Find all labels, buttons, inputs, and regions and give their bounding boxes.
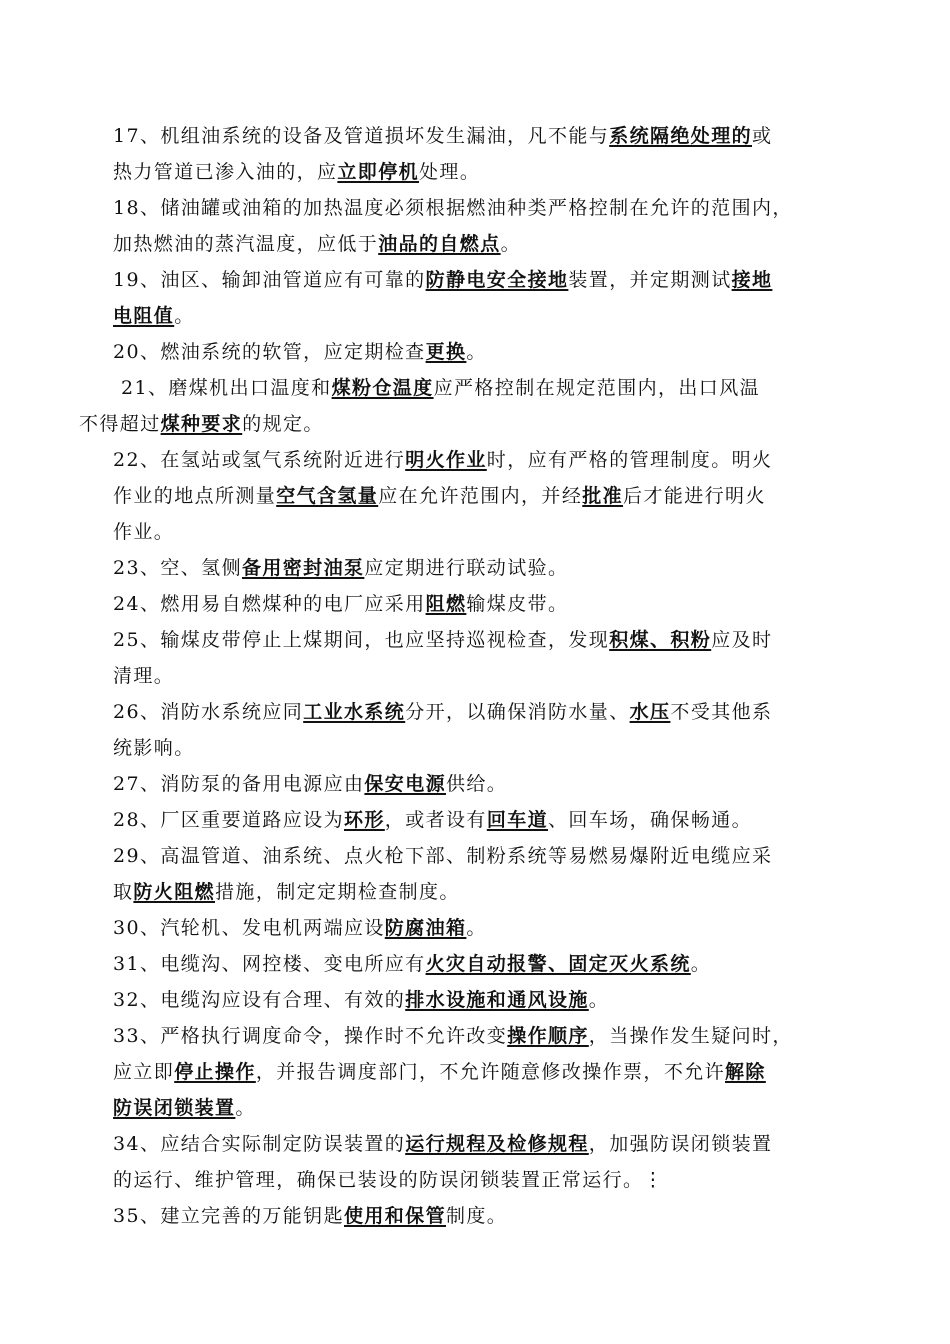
text-segment: 不得超过 xyxy=(79,413,161,435)
text-segment: 的运行、维护管理，确保已装设的防误闭锁装置正常运行。⋮ xyxy=(113,1169,664,1191)
keyword-underlined: 环形 xyxy=(343,809,385,831)
text-segment: 应定期进行联动试验。 xyxy=(364,557,569,579)
list-item xyxy=(113,190,843,262)
text-segment: 输煤皮带。 xyxy=(466,593,569,615)
keyword-underlined: 使用和保管 xyxy=(343,1205,446,1227)
text-segment: 。 xyxy=(466,917,487,939)
keyword-underlined: 积煤、积粉 xyxy=(609,629,712,651)
text-segment: 32、电缆沟应设有合理、有效的 xyxy=(113,989,406,1011)
text-segment: 。 xyxy=(235,1097,256,1119)
text-line xyxy=(113,1198,843,1234)
text-segment: 35、建立完善的万能钥匙 xyxy=(113,1205,344,1227)
text-segment: 制度。 xyxy=(446,1205,508,1227)
text-line xyxy=(113,334,843,370)
list-item xyxy=(113,118,843,190)
keyword-underlined: 回车道 xyxy=(486,809,549,831)
list-item xyxy=(113,694,843,766)
text-line xyxy=(113,874,843,910)
text-line xyxy=(113,442,843,478)
text-line xyxy=(121,370,843,406)
list-item xyxy=(113,262,843,334)
text-segment: ，加强防误闭锁装置 xyxy=(588,1133,773,1155)
text-segment: 时，应有严格的管理制度。明火 xyxy=(486,449,773,471)
text-segment: 20、燃油系统的软管，应定期检查 xyxy=(113,341,426,363)
text-segment: 应及时 xyxy=(711,629,773,651)
keyword-underlined: 空气含氢量 xyxy=(276,485,379,507)
text-line xyxy=(113,118,843,154)
text-segment: 作业的地点所测量 xyxy=(113,485,277,507)
keyword-underlined: 防静电安全接地 xyxy=(425,269,569,291)
keyword-underlined: 批准 xyxy=(582,485,624,507)
text-segment: 处理。 xyxy=(419,161,481,183)
text-segment: 24、燃用易自燃煤种的电厂应采用 xyxy=(113,593,426,615)
text-line xyxy=(113,622,843,658)
text-segment: 34、应结合实际制定防误装置的 xyxy=(113,1133,406,1155)
text-segment: 取 xyxy=(113,881,134,903)
keyword-underlined: 工业水系统 xyxy=(303,701,406,723)
keyword-underlined: 接地 xyxy=(731,269,773,291)
keyword-underlined: 电阻值 xyxy=(113,305,175,327)
text-segment: 装置，并定期测试 xyxy=(568,269,732,291)
text-segment: 。 xyxy=(500,233,522,255)
text-line xyxy=(113,982,843,1018)
keyword-underlined: 油品的自燃点 xyxy=(378,233,501,255)
text-segment: 31、电缆沟、网控楼、变电所应有 xyxy=(113,953,426,975)
text-line xyxy=(113,154,843,190)
text-line xyxy=(113,514,843,550)
text-segment: 29、高温管道、油系统、点火枪下部、制粉系统等易燃易爆附近电缆应采 xyxy=(113,845,773,867)
list-item xyxy=(113,910,843,946)
list-item xyxy=(113,622,843,694)
list-item xyxy=(113,946,843,982)
text-segment: 33、严格执行调度命令，操作时不允许改变 xyxy=(113,1025,508,1047)
text-line xyxy=(113,226,843,262)
text-segment: ，或者设有 xyxy=(384,809,487,831)
list-item xyxy=(113,586,843,622)
text-line xyxy=(113,802,843,838)
text-segment: 22、在氢站或氢气系统附近进行 xyxy=(113,449,406,471)
text-line xyxy=(113,262,843,298)
text-segment: 作业。 xyxy=(113,521,175,543)
text-segment: 加热燃油的蒸汽温度，应低于 xyxy=(113,233,379,255)
text-segment: 应立即 xyxy=(113,1061,175,1083)
list-item xyxy=(113,1198,843,1234)
text-segment: 19、油区、输卸油管道应有可靠的 xyxy=(113,269,426,291)
text-segment: 。 xyxy=(690,953,712,975)
list-item xyxy=(113,1018,843,1126)
text-segment: 或 xyxy=(752,125,773,147)
text-segment: 23、空、氢侧 xyxy=(113,557,242,579)
text-line xyxy=(113,1054,843,1090)
text-segment: 21、磨煤机出口温度和 xyxy=(121,377,332,399)
list-item xyxy=(113,838,843,910)
keyword-underlined: 保安电源 xyxy=(364,773,446,795)
text-line xyxy=(113,838,843,874)
keyword-underlined: 更换 xyxy=(425,341,467,363)
keyword-underlined: 阻燃 xyxy=(425,593,467,615)
text-line xyxy=(79,406,843,442)
text-segment: 分开，以确保消防水量、 xyxy=(405,701,630,723)
text-line xyxy=(113,766,843,802)
text-segment: 统影响。 xyxy=(113,737,195,759)
text-segment: 17、机组油系统的设备及管道损坏发生漏油，凡不能与 xyxy=(113,125,610,147)
list-item xyxy=(113,802,843,838)
text-line xyxy=(113,730,843,766)
text-segment: 26、消防水系统应同 xyxy=(113,701,304,723)
keyword-underlined: 系统隔绝处理的 xyxy=(609,125,752,147)
text-line xyxy=(113,190,843,226)
keyword-underlined: 防火阻燃 xyxy=(133,881,216,903)
text-segment: 应在允许范围内，并经 xyxy=(378,485,583,507)
text-segment: 。 xyxy=(588,989,610,1011)
list-item xyxy=(113,442,843,550)
keyword-underlined: 备用密封油泵 xyxy=(241,557,365,579)
keyword-underlined: 火灾自动报警、固定灭火系统 xyxy=(425,953,691,975)
keyword-underlined: 防误闭锁装置 xyxy=(113,1097,236,1119)
text-segment: 供给。 xyxy=(446,773,508,795)
keyword-underlined: 明火作业 xyxy=(405,449,487,471)
text-line xyxy=(113,1018,843,1054)
list-item xyxy=(79,370,843,442)
keyword-underlined: 立即停机 xyxy=(337,161,420,183)
text-line xyxy=(113,298,843,334)
keyword-underlined: 防腐油箱 xyxy=(384,917,467,939)
text-line xyxy=(113,658,843,694)
document-body xyxy=(79,118,843,1234)
keyword-underlined: 运行规程及检修规程 xyxy=(405,1133,589,1155)
text-segment: 、回车场，确保畅通。 xyxy=(548,809,753,831)
text-segment: 措施，制定定期检查制度。 xyxy=(215,881,460,903)
text-segment: 热力管道已渗入油的，应 xyxy=(113,161,338,183)
text-segment: 28、厂区重要道路应设为 xyxy=(113,809,344,831)
keyword-underlined: 停止操作 xyxy=(174,1061,256,1083)
list-item xyxy=(113,334,843,370)
text-segment: 的规定。 xyxy=(242,413,324,435)
keyword-underlined: 解除 xyxy=(725,1061,766,1083)
keyword-underlined: 水压 xyxy=(629,701,671,723)
text-segment: ，并报告调度部门，不允许随意修改操作票，不允许 xyxy=(255,1061,726,1083)
text-line xyxy=(113,550,843,586)
text-segment: 18、储油罐或油箱的加热温度必须根据燃油种类严格控制在允许的范围内， xyxy=(113,197,793,219)
text-line xyxy=(113,586,843,622)
text-segment: 27、消防泵的备用电源应由 xyxy=(113,773,365,795)
list-item xyxy=(113,766,843,802)
text-segment: 。 xyxy=(174,305,195,327)
list-item xyxy=(113,1126,843,1198)
text-line xyxy=(113,1162,843,1198)
text-line xyxy=(113,478,843,514)
list-item xyxy=(113,550,843,586)
text-line xyxy=(113,1126,843,1162)
keyword-underlined: 排水设施和通风设施 xyxy=(405,989,589,1011)
text-segment: 不受其他系 xyxy=(670,701,773,723)
text-segment: 25、输煤皮带停止上煤期间，也应坚持巡视检查，发现 xyxy=(113,629,610,651)
text-line xyxy=(113,1090,843,1126)
text-segment: ，当操作发生疑问时， xyxy=(588,1025,793,1047)
text-segment: 。 xyxy=(466,341,487,363)
text-segment: 应严格控制在规定范围内，出口风温 xyxy=(433,377,760,399)
keyword-underlined: 操作顺序 xyxy=(507,1025,589,1047)
keyword-underlined: 煤粉仓温度 xyxy=(331,377,434,399)
keyword-underlined: 煤种要求 xyxy=(160,413,243,435)
text-line xyxy=(113,910,843,946)
text-line xyxy=(113,946,843,982)
list-item xyxy=(113,982,843,1018)
text-line xyxy=(113,694,843,730)
text-segment: 30、汽轮机、发电机两端应设 xyxy=(113,917,385,939)
text-segment: 后才能进行明火 xyxy=(623,485,766,507)
text-segment: 清理。 xyxy=(113,665,175,687)
